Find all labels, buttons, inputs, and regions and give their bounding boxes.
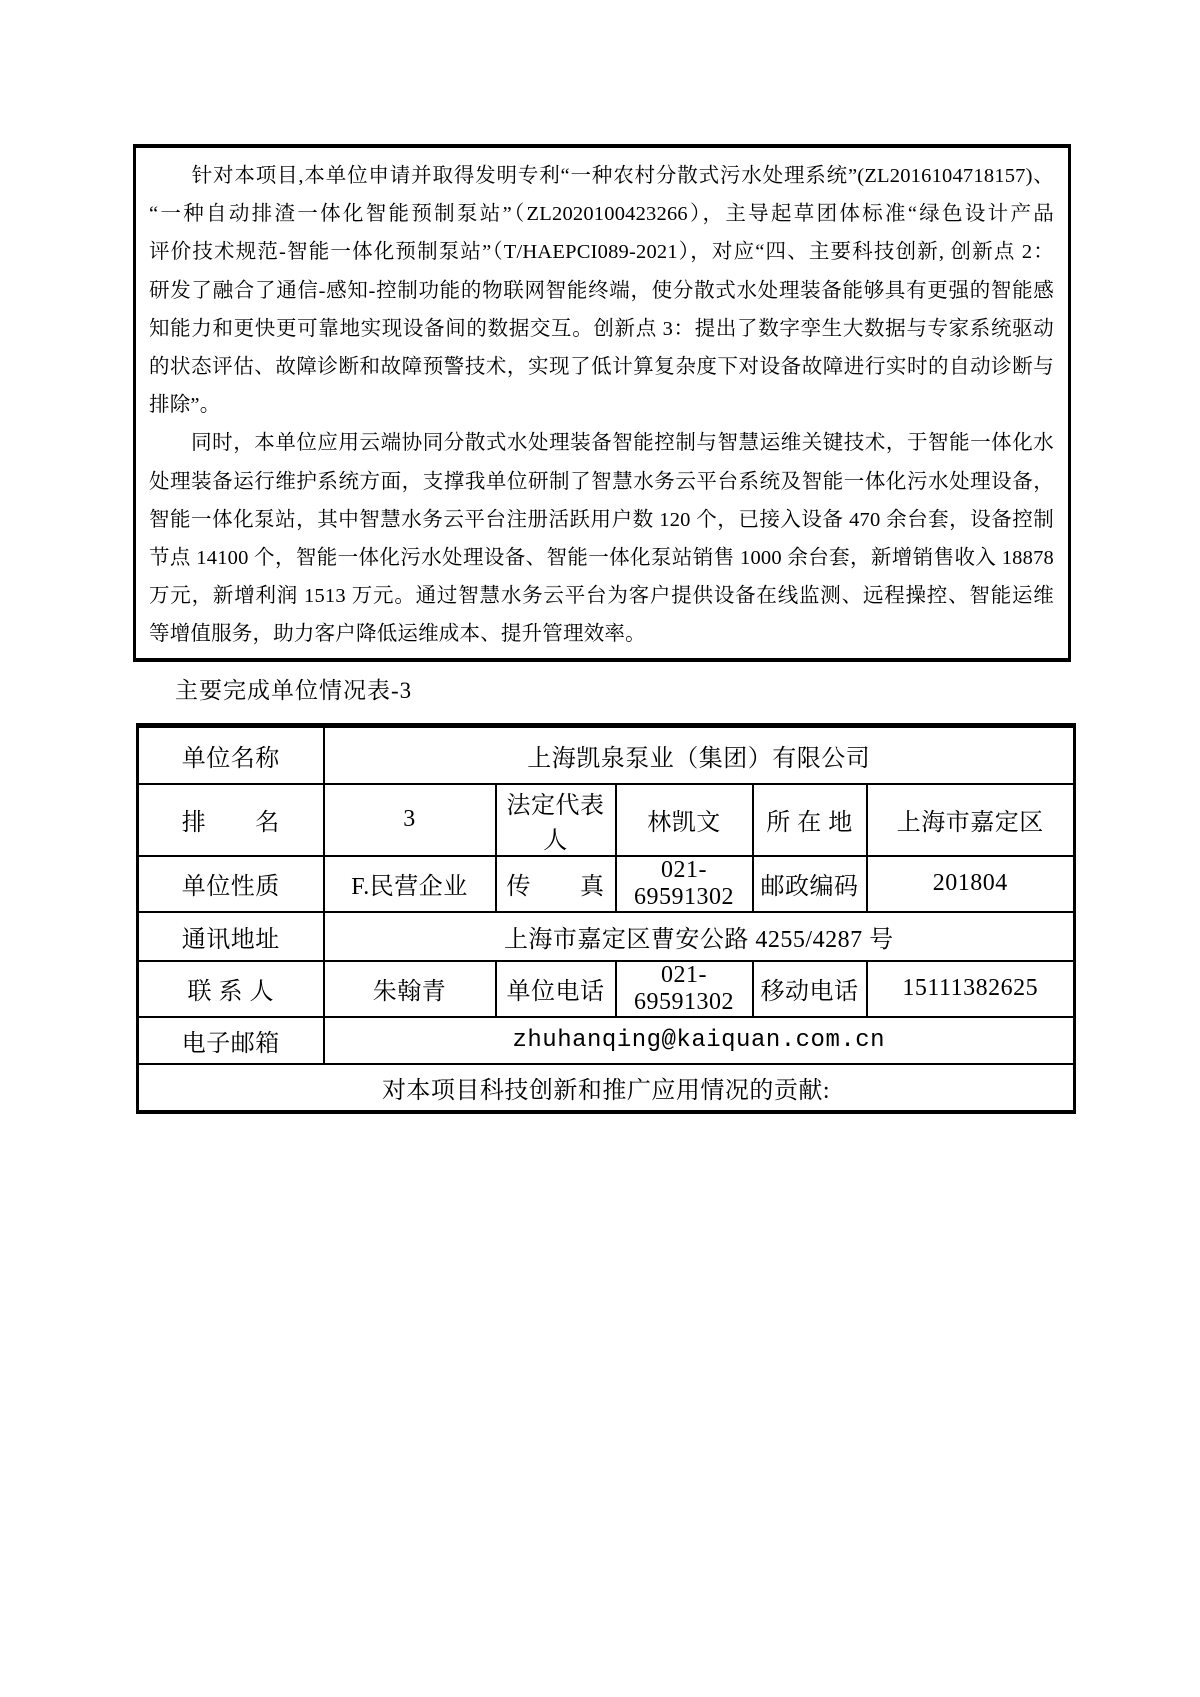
- narrative-line: 节点 14100 个，智能一体化污水处理设备、智能一体化泵站销售 1000 余台套，新增销售收入 18878: [149, 546, 1054, 569]
- legal-rep-value: 林凯文: [616, 784, 753, 856]
- narrative-line: 知能力和更快更可靠地实现设备间的数据交互。创新点 3：提出了数字孪生大数据与专家系统驱动: [149, 317, 1054, 340]
- narrative-line: 评价技术规范-智能一体化预制泵站”（T/HAEPCI089-2021），对应“四、主要科技创新, 创新点 2：: [149, 241, 1054, 264]
- table-caption: 主要完成单位情况表-3: [175, 678, 413, 703]
- address-value: 上海市嘉定区曹安公路 4255/4287 号: [324, 912, 1075, 961]
- location-value: 上海市嘉定区: [867, 784, 1075, 856]
- unit-info-table: [136, 723, 1076, 1114]
- row-email: [138, 1017, 1075, 1064]
- mobile-label: 移动电话: [753, 961, 867, 1017]
- row-rank: [138, 784, 1075, 856]
- unit-phone-label: 单位电话: [496, 961, 616, 1017]
- rank-label: 排 名: [138, 784, 324, 856]
- unit-name-value: 上海凯泉泵业（集团）有限公司: [324, 726, 1075, 784]
- narrative-line: 智能一体化泵站，其中智慧水务云平台注册活跃用户数 120 个，已接入设备 470 余台套，设备控制: [149, 508, 1054, 531]
- contact-value: 朱翰青: [324, 961, 496, 1017]
- email-value: zhuhanqing@kaiquan.com.cn: [324, 1017, 1075, 1064]
- row-address: [138, 912, 1075, 961]
- postcode-value: 201804: [867, 856, 1075, 912]
- address-label: 通讯地址: [138, 912, 324, 961]
- narrative-line: 研发了融合了通信-感知-控制功能的物联网智能终端，使分散式水处理装备能够具有更强的智能感: [149, 279, 1054, 302]
- unit-name-label: 单位名称: [138, 726, 324, 784]
- narrative-line: 等增值服务，助力客户降低运维成本、提升管理效率。: [149, 623, 646, 646]
- narrative-line: 针对本项目,本单位申请并取得发明专利“一种农村分散式污水处理系统”(ZL2016104718157)、: [149, 165, 1054, 187]
- rank-value: 3: [324, 784, 496, 856]
- contact-label: 联 系 人: [138, 961, 324, 1017]
- narrative-text-box: [133, 144, 1071, 662]
- narrative-line: “一种自动排渣一体化智能预制泵站”（ZL2020100423266），主导起草团体标准“绿色设计产品: [149, 203, 1054, 226]
- narrative-line: 处理装备运行维护系统方面，支撑我单位研制了智慧水务云平台系统及智能一体化污水处理设备，: [149, 470, 1054, 493]
- email-label: 电子邮箱: [138, 1017, 324, 1064]
- fax-value: 021-69591302: [616, 856, 753, 912]
- row-unit-type: [138, 856, 1075, 912]
- contribution-label: 对本项目科技创新和推广应用情况的贡献:: [138, 1064, 1075, 1112]
- fax-label: 传 真: [496, 856, 616, 912]
- unit-type-value: F.民营企业: [324, 856, 496, 912]
- unit-type-label: 单位性质: [138, 856, 324, 912]
- narrative-line: 排除”。: [149, 394, 221, 417]
- narrative-line: 的状态评估、故障诊断和故障预警技术，实现了低计算复杂度下对设备故障进行实时的自动诊断与: [149, 355, 1054, 378]
- unit-phone-value: 021-69591302: [616, 961, 753, 1017]
- row-contact: [138, 961, 1075, 1017]
- narrative-line: 同时，本单位应用云端协同分散式水处理装备智能控制与智慧运维关键技术，于智能一体化水: [149, 432, 1054, 455]
- location-label: 所 在 地: [753, 784, 867, 856]
- legal-rep-label: 法定代表人: [496, 784, 616, 856]
- postcode-label: 邮政编码: [753, 856, 867, 912]
- mobile-value: 15111382625: [867, 961, 1075, 1017]
- row-unit-name: [138, 726, 1075, 784]
- narrative-line: 万元，新增利润 1513 万元。通过智慧水务云平台为客户提供设备在线监测、远程操控、智能运维: [149, 585, 1054, 608]
- row-contribution: [138, 1064, 1075, 1112]
